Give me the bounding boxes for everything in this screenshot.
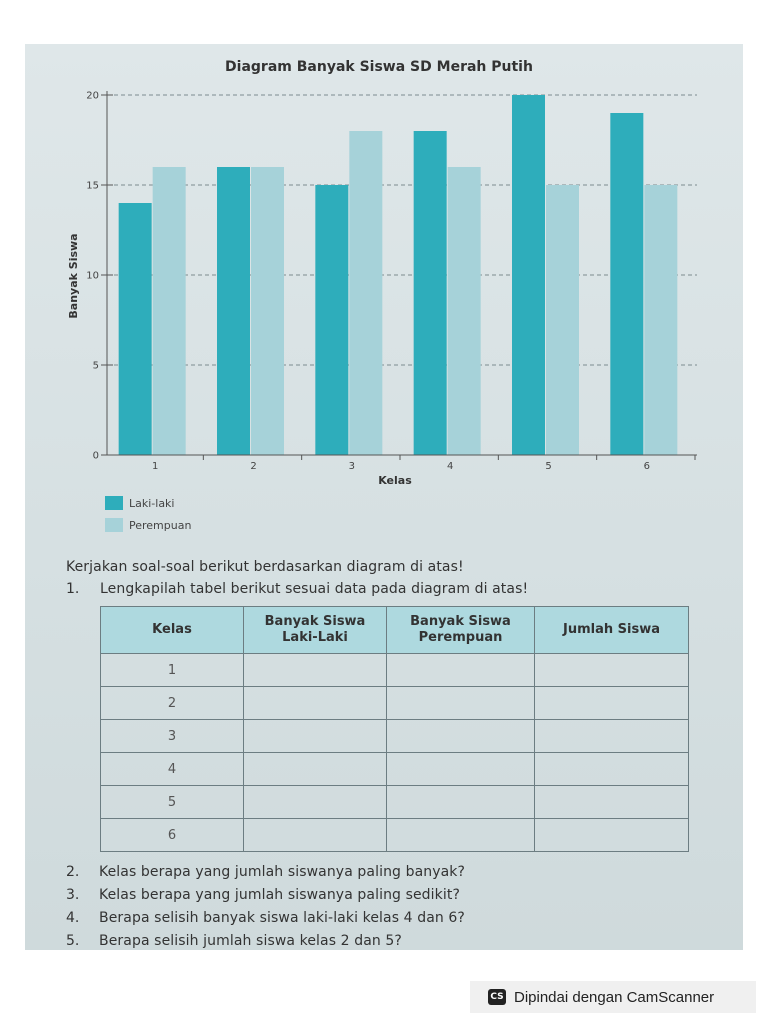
question-3-number: 3. xyxy=(66,887,80,903)
legend-label-perempuan: Perempuan xyxy=(129,519,192,532)
camscanner-icon: CS xyxy=(488,989,506,1005)
answer-cell-jumlah[interactable] xyxy=(535,654,689,687)
x-tick-label: 4 xyxy=(446,461,454,472)
answer-table xyxy=(100,606,689,852)
answer-cell-jumlah[interactable] xyxy=(535,753,689,786)
table-header-row xyxy=(101,607,689,654)
table-row xyxy=(101,654,689,687)
kelas-cell: 6 xyxy=(101,819,244,852)
question-2-text: Kelas berapa yang jumlah siswanya paling banyak? xyxy=(99,864,466,880)
question-1-number: 1. xyxy=(66,581,80,597)
y-tick-label: 0 xyxy=(92,450,99,462)
legend-swatch-perempuan xyxy=(105,518,123,532)
table-row xyxy=(101,687,689,720)
bar-laki-laki-kelas-6 xyxy=(610,113,643,455)
answer-cell-laki-laki[interactable] xyxy=(244,687,387,720)
header-kelas xyxy=(101,607,244,654)
chart-title: Diagram Banyak Siswa SD Merah Putih xyxy=(225,59,533,75)
header-laki-laki xyxy=(244,607,387,654)
bar-laki-laki-kelas-2 xyxy=(217,167,250,455)
kelas-cell: 4 xyxy=(101,753,244,786)
legend xyxy=(105,496,191,532)
header-jumlah-label: Jumlah Siswa xyxy=(563,622,660,637)
instruction-text: Kerjakan soal-soal berikut berdasarkan diagram di atas! xyxy=(66,559,464,575)
answer-cell-perempuan[interactable] xyxy=(387,654,535,687)
x-tick-label: 1 xyxy=(151,461,159,472)
header-laki-laki-line2: Laki-Laki xyxy=(282,630,348,645)
header-laki-laki-line1: Banyak Siswa xyxy=(264,614,366,629)
y-axis-label: Banyak Siswa xyxy=(67,233,80,319)
answer-cell-jumlah[interactable] xyxy=(535,819,689,852)
table-row xyxy=(101,753,689,786)
header-kelas-label: Kelas xyxy=(152,622,192,637)
camscanner-text: Dipindai dengan CamScanner xyxy=(514,988,715,1006)
kelas-cell: 1 xyxy=(101,654,244,687)
bar-laki-laki-kelas-4 xyxy=(414,131,447,455)
table-row xyxy=(101,786,689,819)
table-row xyxy=(101,720,689,753)
bar-laki-laki-kelas-3 xyxy=(315,185,348,455)
header-jumlah xyxy=(535,607,689,654)
bar-perempuan-kelas-5 xyxy=(546,185,579,455)
gridlines xyxy=(107,95,697,365)
legend-label-laki-laki: Laki-laki xyxy=(129,497,175,510)
kelas-cell: 5 xyxy=(101,786,244,819)
header-perempuan-line2: Perempuan xyxy=(418,630,503,645)
question-5-text: Berapa selisih jumlah siswa kelas 2 dan 5? xyxy=(99,933,402,949)
bar-laki-laki-kelas-1 xyxy=(119,203,152,455)
answer-cell-laki-laki[interactable] xyxy=(244,720,387,753)
header-perempuan xyxy=(387,607,535,654)
x-tick-label: 2 xyxy=(250,461,257,472)
x-tick-label: 6 xyxy=(643,461,651,472)
kelas-cell: 2 xyxy=(101,687,244,720)
bar-perempuan-kelas-2 xyxy=(251,167,284,455)
answer-cell-perempuan[interactable] xyxy=(387,786,535,819)
answer-cell-perempuan[interactable] xyxy=(387,687,535,720)
x-tick-label: 3 xyxy=(348,461,356,472)
y-tick-label: 20 xyxy=(86,90,99,102)
question-2-number: 2. xyxy=(66,864,80,880)
answer-cell-laki-laki[interactable] xyxy=(244,753,387,786)
bar-perempuan-kelas-4 xyxy=(448,167,481,455)
bar-laki-laki-kelas-5 xyxy=(512,95,545,455)
answer-cell-perempuan[interactable] xyxy=(387,720,535,753)
x-tick-label: 5 xyxy=(545,461,552,472)
y-tick-label: 15 xyxy=(86,180,99,192)
x-axis-label: Kelas xyxy=(378,474,412,487)
bar-perempuan-kelas-1 xyxy=(153,167,186,455)
bar-chart xyxy=(25,44,743,549)
question-5-number: 5. xyxy=(66,933,80,949)
answer-cell-perempuan[interactable] xyxy=(387,753,535,786)
table-row xyxy=(101,819,689,852)
answer-cell-jumlah[interactable] xyxy=(535,687,689,720)
answer-cell-jumlah[interactable] xyxy=(535,720,689,753)
answer-cell-laki-laki[interactable] xyxy=(244,786,387,819)
answer-cell-perempuan[interactable] xyxy=(387,819,535,852)
answer-cell-laki-laki[interactable] xyxy=(244,819,387,852)
kelas-cell: 3 xyxy=(101,720,244,753)
question-1-text: Lengkapilah tabel berikut sesuai data pada diagram di atas! xyxy=(100,581,529,597)
question-4-text: Berapa selisih banyak siswa laki-laki kelas 4 dan 6? xyxy=(99,910,465,926)
question-3-text: Kelas berapa yang jumlah siswanya paling sedikit? xyxy=(99,887,460,903)
question-4-number: 4. xyxy=(66,910,80,926)
camscanner-watermark xyxy=(470,981,756,1013)
bar-perempuan-kelas-6 xyxy=(644,185,677,455)
answer-cell-jumlah[interactable] xyxy=(535,786,689,819)
header-perempuan-line1: Banyak Siswa xyxy=(410,614,511,629)
bar-perempuan-kelas-3 xyxy=(349,131,382,455)
y-tick-label: 10 xyxy=(86,270,99,282)
legend-swatch-laki-laki xyxy=(105,496,123,510)
answer-cell-laki-laki[interactable] xyxy=(244,654,387,687)
y-tick-label: 5 xyxy=(92,360,99,372)
